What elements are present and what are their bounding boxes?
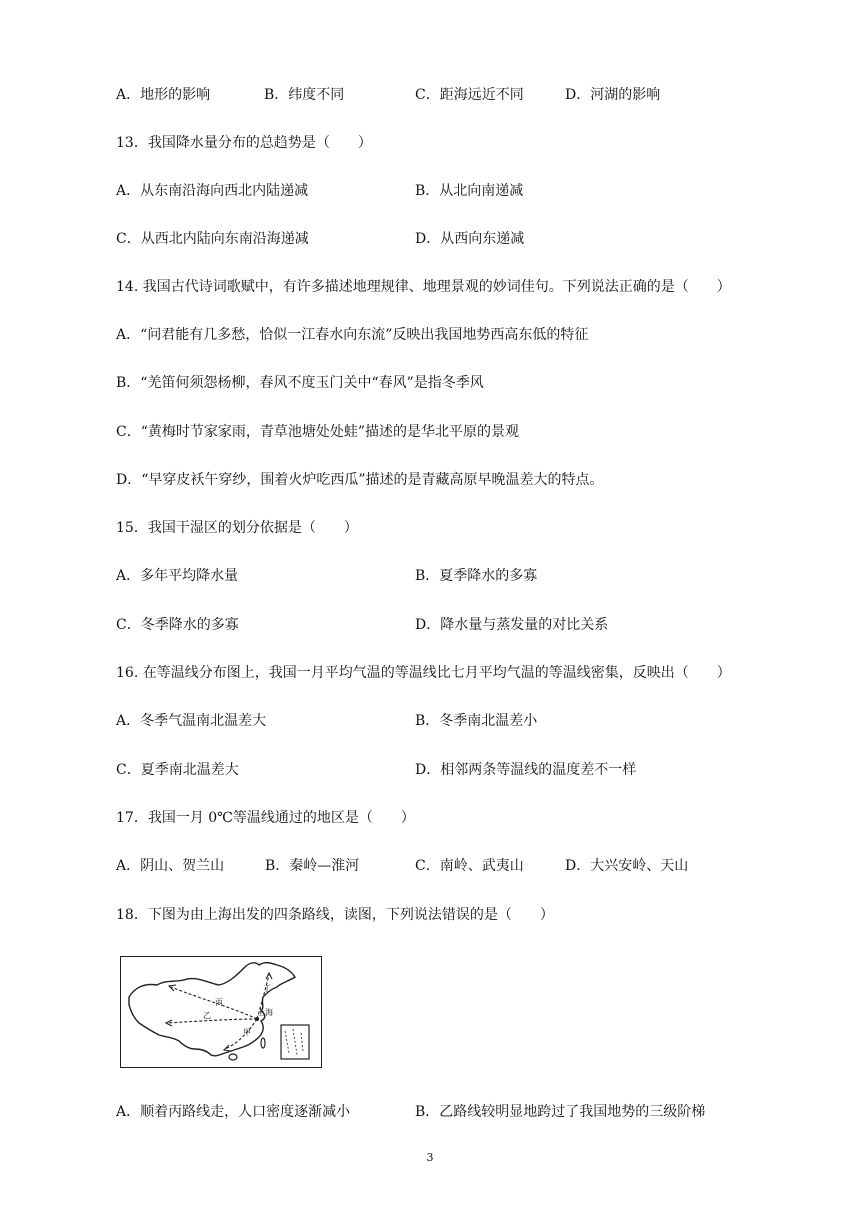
q17-option-d: D．大兴安岭、天山 [565, 858, 689, 874]
china-map-outline [121, 957, 321, 1067]
route-yi [167, 1019, 257, 1023]
q15-option-d: D．降水量与蒸发量的对比关系 [415, 617, 609, 633]
q15-option-a: A．多年平均降水量 [116, 568, 239, 584]
label-yi: 乙 [203, 1011, 211, 1020]
q16-option-b: B．冬季南北温差小 [415, 713, 538, 729]
hainan-island [229, 1054, 237, 1060]
route-bing [171, 987, 257, 1019]
q14-option-b: B．“羌笛何须怨杨柳，春风不度玉门关中“春风”是指冬季风 [116, 375, 484, 391]
q12-option-d: D．河湖的影响 [565, 87, 661, 103]
q17-option-a: A．阴山、贺兰山 [116, 858, 225, 874]
label-jia: 甲 [243, 1028, 251, 1037]
q14-option-c: C．“黄梅时节家家雨，青草池塘处处蛙”描述的是华北平原的景观 [116, 424, 520, 440]
q12-option-a: A．地形的影响 [116, 87, 211, 103]
q13-option-d: D．从西向东递减 [415, 231, 525, 247]
q13-option-a: A．从东南沿海向西北内陆递减 [116, 183, 309, 199]
q15-option-b: B．夏季降水的多寡 [415, 568, 538, 584]
page-number: 3 [426, 1151, 434, 1164]
q13-option-c: C．从西北内陆向东南沿海递减 [116, 231, 309, 247]
question-18-stem: 18．下图为由上海出发的四条路线，读图，下列说法错误的是（ ） [116, 907, 554, 923]
q18-option-a: A．顺着丙路线走，人口密度逐渐减小 [116, 1104, 351, 1120]
china-route-map [120, 956, 322, 1068]
label-ding: 丁 [263, 984, 271, 993]
q18-option-b: B．乙路线较明显地跨过了我国地势的三级阶梯 [415, 1104, 706, 1120]
route-ding-arrow [266, 973, 272, 979]
label-shanghai: 上海 [257, 1008, 273, 1017]
q12-option-c: C．距海远近不同 [415, 87, 524, 103]
question-15-stem: 15．我国干湿区的划分依据是（ ） [116, 520, 358, 536]
route-jia [225, 1019, 257, 1049]
q13-option-b: B．从北向南递减 [415, 183, 524, 199]
q16-option-c: C．夏季南北温差大 [116, 762, 239, 778]
q17-option-c: C．南岭、武夷山 [415, 858, 524, 874]
q12-option-b: B．纬度不同 [264, 87, 345, 103]
q14-option-a: A．“问君能有几多愁，恰似一江春水向东流”反映出我国地势西高东低的特征 [116, 327, 589, 343]
question-17-stem: 17．我国一月 0℃等温线通过的地区是（ ） [116, 810, 415, 826]
question-16-stem: 16. 在等温线分布图上，我国一月平均气温的等温线比七月平均气温的等温线密集，反映出（ ） [116, 665, 731, 681]
label-bing: 丙 [215, 998, 223, 1007]
q16-option-a: A．冬季气温南北温差大 [116, 713, 267, 729]
q14-option-d: D．“早穿皮袄午穿纱，围着火炉吃西瓜”描述的是青藏高原早晚温差大的特点。 [116, 472, 604, 488]
q16-option-d: D．相邻两条等温线的温度差不一样 [415, 762, 637, 778]
q17-option-b: B．秦岭—淮河 [265, 858, 360, 874]
taiwan-island [261, 1038, 265, 1048]
question-14-stem: 14. 我国古代诗词歌赋中，有许多描述地理规律、地理景观的妙词佳句。下列说法正确的是（ ） [116, 279, 731, 295]
inset-islands [285, 1029, 303, 1055]
question-13-stem: 13．我国降水量分布的总趋势是（ ） [116, 135, 372, 151]
q15-option-c: C．冬季降水的多寡 [116, 617, 239, 633]
